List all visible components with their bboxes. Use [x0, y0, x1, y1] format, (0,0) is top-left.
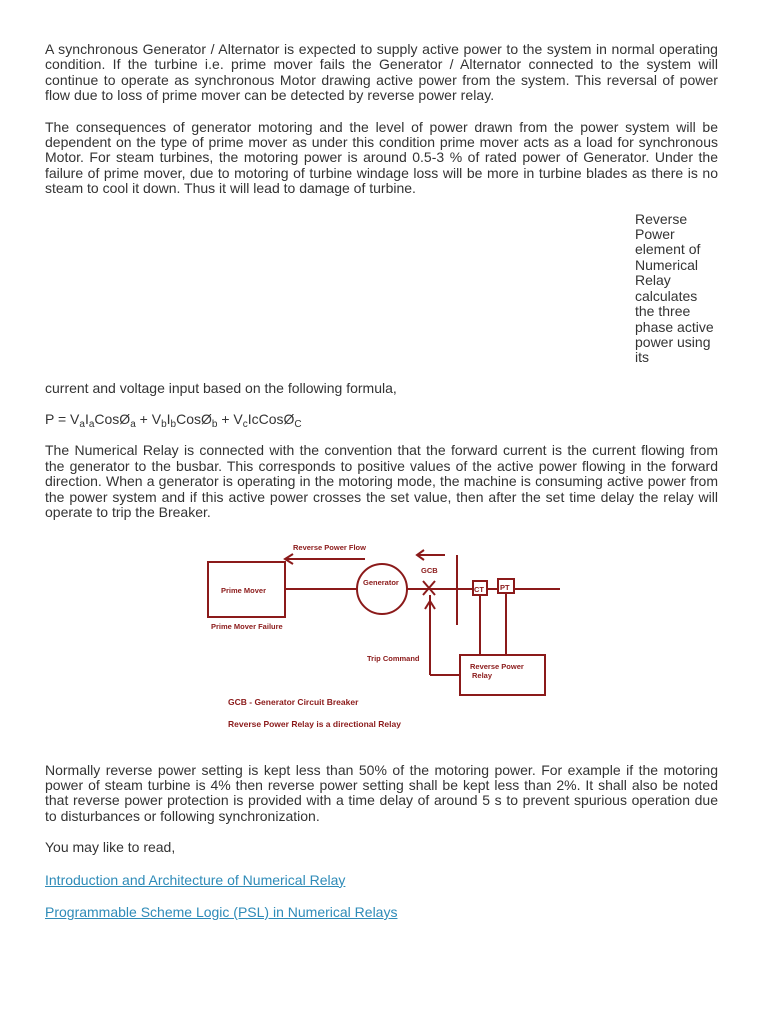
label-relay-line1: Reverse Power — [470, 661, 524, 671]
caption-directional-relay: Reverse Power Relay is a directional Relay — [228, 718, 401, 729]
label-gcb: GCB — [421, 565, 438, 575]
generator-circle — [357, 564, 407, 614]
label-relay-line2: Relay — [472, 670, 493, 680]
caption-gcb: GCB - Generator Circuit Breaker — [228, 696, 359, 707]
link-introduction-numerical-relay[interactable]: Introduction and Architecture of Numerical Relay — [45, 871, 346, 888]
paragraph-setting: Normally reverse power setting is kept less than 50% of the motoring power. For example if the motoring power of steam turbine is 4% then reverse power setting shall be kept less than 2%. It shall also be noted that reverse power protection is provided with a time delay of around 5 s to prevent spurious operation due to disturbances or following synchronization. — [45, 761, 718, 824]
label-ct: CT — [474, 584, 484, 594]
paragraph-read-more: You may like to read, — [45, 839, 176, 856]
label-trip-command: Trip Command — [367, 653, 420, 663]
label-prime-mover: Prime Mover — [221, 585, 267, 595]
label-generator: Generator — [363, 577, 399, 587]
label-reverse-power-flow: Reverse Power Flow — [293, 542, 366, 552]
paragraph-intro: A synchronous Generator / Alternator is expected to supply active power to the system in normal operating condition. If the turbine i.e. prime mover fails the Generator / Alternator connected to the system will continue to operate as synchronous Motor drawing active power from the system. This reversal of power flow due to loss of prime mover can be detected by reverse power relay. — [45, 41, 718, 104]
label-prime-mover-failure: Prime Mover Failure — [211, 621, 283, 631]
link-psl-numerical-relays[interactable]: Programmable Scheme Logic (PSL) in Numerical Relays — [45, 903, 398, 920]
paragraph-formula-intro: current and voltage input based on the following formula, — [45, 379, 397, 396]
paragraph-consequences: The consequences of generator motoring and the level of power drawn from the power system will be dependent on the type of prime mover as under this condition prime mover acts as a load for synchronous Motor. For steam turbines, the motoring power is around 0.5-3 % of rated power of Generator. Under the failure of prime mover, due to motoring of turbine windage loss will be more in turbine blades as there is no steam to cool it down. Thus it will lead to damage of turbine. — [45, 118, 718, 197]
power-formula: $P = V_aI_aCosØ_a$ + $V_bI_bCosØ_b$ + $V_cIcCosØ_C$ — [45, 411, 302, 431]
paragraph-float-text: Reverse Power element of Numerical Relay calculates the three phase active power using its — [635, 210, 714, 366]
diagram-svg — [205, 535, 575, 735]
reverse-power-diagram — [205, 535, 575, 735]
image-placeholder-block — [45, 212, 718, 381]
paragraph-convention: The Numerical Relay is connected with the convention that the forward current is the current flowing from the generator to the busbar. This corresponds to positive values of the active power flowing in the forward direction. When a generator is operating in the motoring mode, the machine is consuming active power from the power system and if this active power crosses the set value, then after the set time delay the relay will operate to trip the Breaker. — [45, 442, 718, 521]
article-body — [45, 42, 718, 937]
label-pt: PT — [500, 582, 510, 592]
